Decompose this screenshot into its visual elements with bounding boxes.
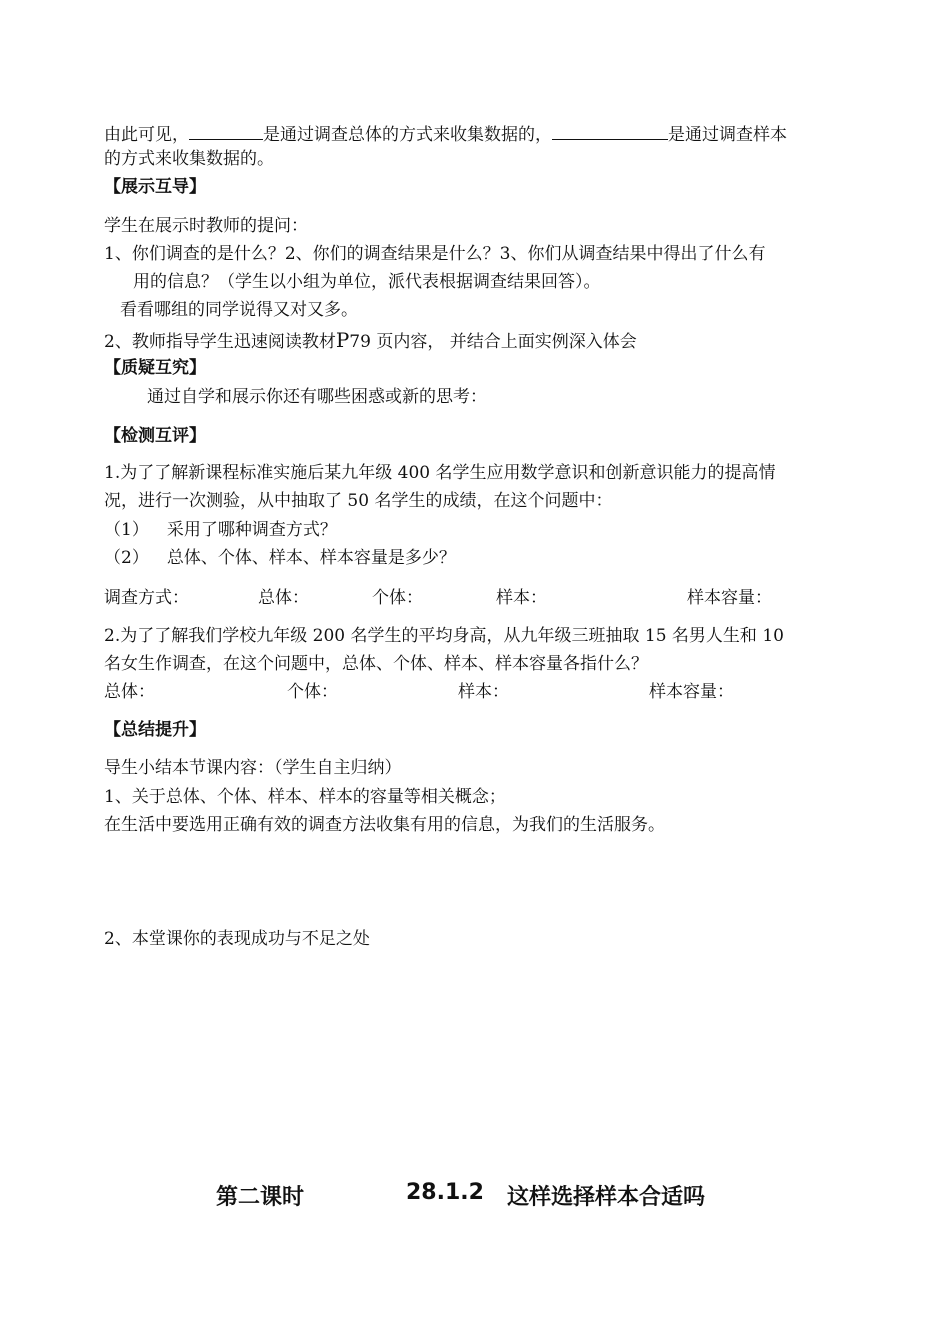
display-questions-line-1: 1、你们调查的是什么？2、你们的调查结果是什么？3、你们从调查结果中得出了什么有 [104,244,766,264]
lesson-title: 这样选择样本合适吗 [507,1185,706,1210]
section-heading-inquiry: 【质疑互究】 [104,358,206,378]
section-heading-summary: 【总结提升】 [104,720,206,740]
reading-text-a: 2、教师指导学生迅速阅读教材 [104,332,336,352]
question-1-sub-1 [104,519,337,541]
section-heading-display: 【展示互导】 [104,177,206,197]
sub-text: 总体、个体、样本、样本容量是多少？ [166,548,456,568]
sub-number: （1） [104,520,149,540]
display-reading-instruction [104,329,637,353]
question-2-line-2: 名女生作调查，在这个问题中，总体、个体、样本、样本容量各指什么？ [104,654,648,674]
display-questions-line-2: 用的信息？（学生以小组为单位，派代表根据调查结果回答）。 [133,272,601,292]
fill-blank-2[interactable] [552,121,668,140]
summary-point-2: 2、本堂课你的表现成功与不足之处 [104,929,370,949]
answer-1-individual: 个体： [372,588,423,608]
display-note: 看看哪组的同学说得又对又多。 [120,300,358,320]
answer-1-sample: 样本： [496,588,547,608]
intro-text-a: 由此可见， [104,125,189,145]
summary-point-1: 1、关于总体、个体、样本、样本的容量等相关概念； [104,787,506,807]
answer-1-population: 总体： [258,588,309,608]
intro-text-c: 是通过调查样本 [668,125,787,145]
lesson-label: 第二课时 [216,1185,305,1210]
intro-line-2: 的方式来收集数据的。 [104,149,274,169]
answer-2-population: 总体： [104,682,155,702]
reading-page-letter: P [335,328,350,352]
answer-2-sample: 样本： [458,682,509,702]
reading-text-b: 79 页内容， 并结合上面实例深入体会 [349,332,637,352]
answer-2-individual: 个体： [287,682,338,702]
section-heading-test: 【检测互评】 [104,426,206,446]
fill-blank-1[interactable] [189,121,263,140]
display-prompt: 学生在展示时教师的提问： [104,216,308,236]
inquiry-prompt: 通过自学和展示你还有哪些困惑或新的思考： [147,387,487,407]
intro-text-b: 是通过调查总体的方式来收集数据的， [263,125,552,145]
answer-1-sample-size: 样本容量： [687,588,772,608]
sub-number: （2） [104,548,149,568]
answer-1-survey-method: 调查方式： [104,588,189,608]
summary-point-1-detail: 在生活中要选用正确有效的调查方法收集有用的信息，为我们的生活服务。 [104,815,665,835]
summary-prompt: 导生小结本节课内容：（学生自主归纳） [104,758,402,778]
question-2-line-1: 2.为了了解我们学校九年级 200 名学生的平均身高，从九年级三班抽取 15 名男人生和 10 [104,626,784,646]
lesson-number: 28.1.2 [406,1180,484,1205]
question-1-sub-2 [104,547,456,569]
answer-2-sample-size: 样本容量： [649,682,734,702]
intro-line-1 [104,121,787,146]
sub-text: 采用了哪种调查方式？ [166,520,337,540]
question-1-line-2: 况，进行一次测验，从中抽取了 50 名学生的成绩，在这个问题中： [104,491,613,511]
question-1-line-1: 1.为了了解新课程标准实施后某九年级 400 名学生应用数学意识和创新意识能力的提高情 [104,463,776,483]
